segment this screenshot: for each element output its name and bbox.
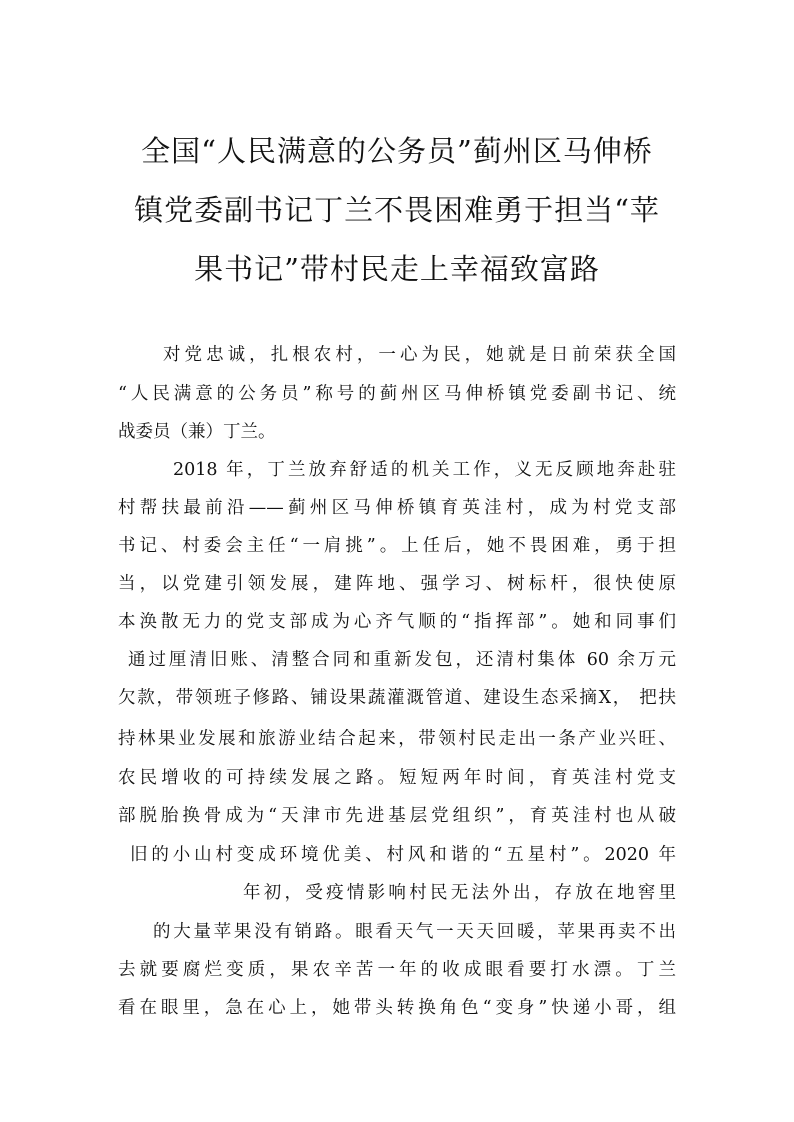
- body-line-11: 持林果业发展和旅游业结合起来，带领村民走出一条产业兴旺、: [118, 729, 676, 749]
- body-line-14: 旧的小山村变成环境优美、村风和谐的“五星村”。2020 年: [130, 845, 676, 865]
- body-line-7: 当，以党建引领发展，建阵地、强学习、树标杆，很快使原: [118, 574, 676, 594]
- body-line-16: 的大量苹果没有销路。眼看天气一天天回暖，苹果再卖不出: [153, 922, 676, 942]
- body-line-5: 村帮扶最前沿——蓟州区马伸桥镇育英洼村，成为村党支部: [118, 498, 676, 518]
- body-line-13: 部脱胎换骨成为“天津市先进基层党组织”，育英洼村也从破: [118, 806, 676, 826]
- body-line-12: 农民增收的可持续发展之路。短短两年时间，育英洼村党支: [118, 768, 676, 788]
- body-line-9: 通过厘清旧账、清整合同和重新发包，还清村集体 60 余万元: [128, 650, 676, 670]
- body-line-10: 欠款，带领班子修路、铺设果蔬灌溉管道、建设生态采摘X， 把扶: [118, 688, 676, 708]
- title-line-3: 果书记”带村民走上幸福致富路: [194, 252, 600, 286]
- title-line-2: 镇党委副书记丁兰不畏困难勇于担当“苹: [134, 193, 660, 227]
- body-line-15: 年初，受疫情影响村民无法外出，存放在地窖里: [243, 883, 676, 903]
- body-line-2: “人民满意的公务员”称号的蓟州区马伸桥镇党委副书记、统: [118, 384, 676, 404]
- body-line-8: 本涣散无力的党支部成为心齐气顺的“指挥部”。她和同事们: [118, 612, 676, 632]
- title-line-1: 全国“人民满意的公务员”蓟州区马伸桥: [141, 134, 653, 168]
- body-line-18: 看在眼里，急在心上，她带头转换角色“变身”快递小哥，组: [118, 998, 676, 1018]
- body-line-3: 战委员（兼）丁兰。: [118, 422, 276, 442]
- body-line-1: 对党忠诚，扎根农村，一心为民，她就是日前荣获全国: [163, 345, 676, 365]
- body-line-6: 书记、村委会主任“一肩挑”。上任后，她不畏困难，勇于担: [118, 536, 676, 556]
- body-line-17: 去就要腐烂变质，果农辛苦一年的收成眼看要打水漂。丁兰: [118, 960, 676, 980]
- body-line-4: 2018 年，丁兰放弃舒适的机关工作，义无反顾地奔赴驻: [173, 460, 676, 480]
